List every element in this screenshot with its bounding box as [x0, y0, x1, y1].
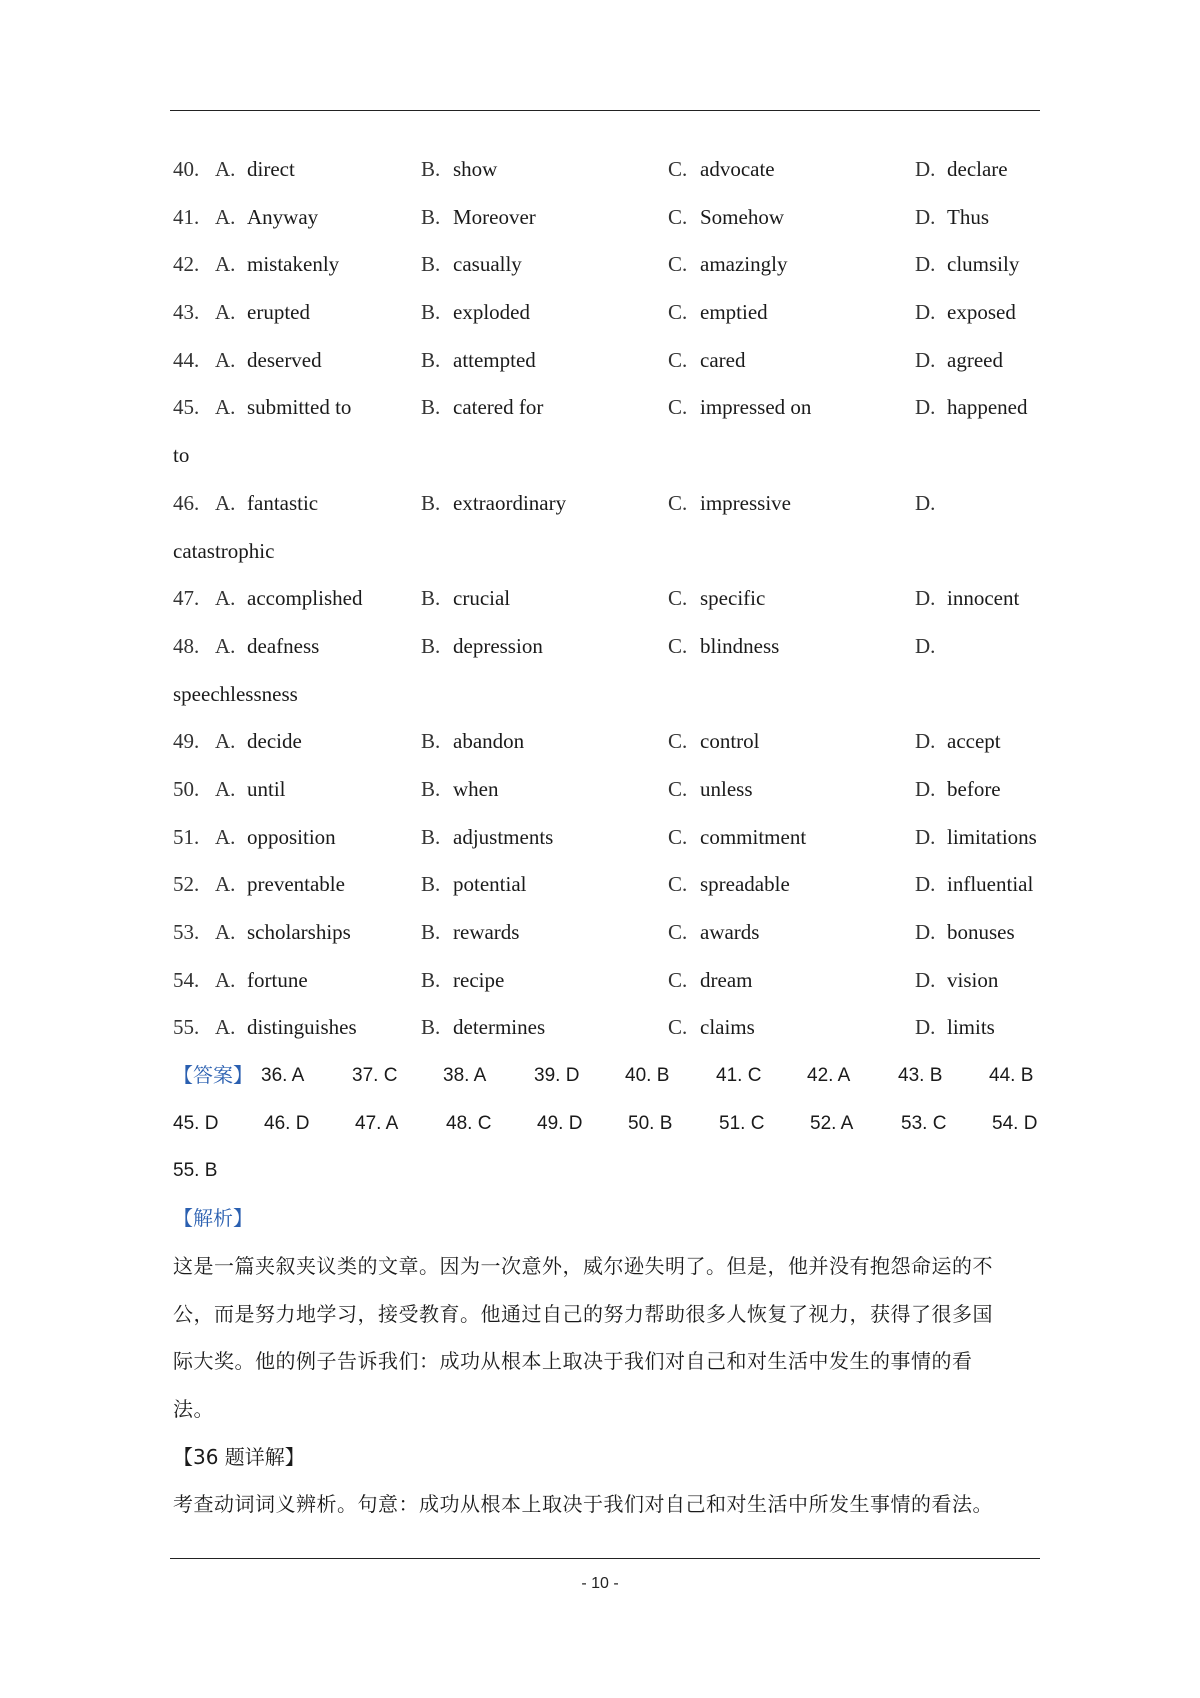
option-letter: C.: [668, 729, 688, 754]
question-number: 41.: [173, 204, 200, 229]
question-number: 43.: [173, 300, 200, 325]
option-text: declare: [947, 157, 1008, 181]
option: [668, 146, 775, 194]
option: [215, 146, 295, 194]
option-letter: D.: [915, 490, 936, 515]
answer-item: 51. C: [719, 1112, 765, 1134]
answer-line-2: [173, 1100, 1043, 1148]
answer-item: 38. A: [443, 1065, 487, 1087]
option: [215, 575, 362, 623]
option: [421, 957, 504, 1005]
option-text: Thus: [947, 204, 989, 229]
option-letter: C.: [668, 633, 688, 658]
option-letter: B.: [421, 586, 441, 611]
option-letter: B.: [421, 872, 441, 897]
option-text: distinguishes: [247, 1015, 357, 1040]
option: [668, 957, 752, 1005]
option-letter: C.: [668, 586, 688, 611]
option-text: innocent: [947, 586, 1020, 611]
option: [668, 384, 811, 432]
answer-item: 45. D: [173, 1112, 219, 1134]
option-letter: A.: [215, 157, 236, 181]
option: [215, 909, 351, 957]
option-continuation: speechlessness: [173, 681, 298, 706]
option-letter: C.: [668, 872, 688, 897]
option: [915, 194, 989, 242]
option-letter: D.: [915, 347, 936, 372]
question-number: 42.: [173, 252, 200, 277]
answer-item: 43. B: [898, 1065, 943, 1087]
option-text: catered for: [453, 395, 544, 420]
option-text: spreadable: [700, 872, 790, 897]
option-letter: A.: [215, 395, 236, 420]
option-text: submitted to: [247, 395, 352, 420]
answer-item: 36. A: [261, 1065, 305, 1087]
answer-item: 42. A: [807, 1065, 851, 1087]
option-letter: D.: [915, 252, 936, 277]
option: [668, 814, 806, 862]
option-text: control: [700, 729, 760, 754]
option: [668, 241, 787, 289]
option: [668, 575, 765, 623]
answer-item: 53. C: [901, 1112, 947, 1134]
option-letter: B.: [421, 967, 441, 992]
option-letter: C.: [668, 157, 688, 181]
option-letter: C.: [668, 395, 688, 420]
footer-rule: [170, 1558, 1040, 1559]
option-letter: D.: [915, 586, 936, 611]
option-text: Moreover: [453, 204, 536, 229]
option-letter: A.: [215, 776, 236, 801]
option-letter: B.: [421, 347, 441, 372]
answer-item: 55. B: [173, 1160, 218, 1182]
option: [915, 766, 1001, 814]
option: [215, 480, 318, 528]
option: [421, 480, 566, 528]
option: [668, 861, 790, 909]
analysis-line-4: 法。: [173, 1396, 214, 1421]
option-text: rewards: [453, 920, 520, 944]
option-text: recipe: [453, 967, 505, 992]
option: [668, 194, 784, 242]
option-text: decide: [247, 729, 302, 754]
option-letter: B.: [421, 395, 441, 420]
option-letter: A.: [215, 204, 236, 229]
option-text: attempted: [453, 347, 536, 372]
question-row: [173, 718, 1043, 766]
option-text: dream: [700, 967, 753, 992]
answer-line-3: [173, 1147, 1043, 1195]
answer-item: 46. D: [264, 1112, 310, 1134]
option-letter: C.: [668, 204, 688, 229]
option-letter: A.: [215, 872, 236, 897]
option-text: unless: [700, 776, 753, 801]
answer-item: 37. C: [352, 1065, 398, 1087]
option-text: direct: [247, 157, 295, 181]
option: [421, 766, 499, 814]
answer-label: 【答案】: [173, 1063, 253, 1088]
option-text: accept: [947, 729, 1001, 754]
option-letter: B.: [421, 920, 441, 944]
option-text: adjustments: [453, 824, 554, 849]
option: [215, 861, 345, 909]
question-row: [173, 575, 1043, 623]
header-rule: [170, 110, 1040, 111]
option-continuation: to: [173, 443, 190, 468]
option: [215, 194, 318, 242]
option-text: limits: [947, 1015, 995, 1040]
option: [421, 194, 536, 242]
question-row: [173, 1004, 1043, 1052]
option-text: Anyway: [247, 204, 319, 229]
option: [915, 241, 1019, 289]
analysis-label: 【解析】: [173, 1206, 253, 1231]
analysis-line-3: 际大奖。他的例子告诉我们：成功从根本上取决于我们对自己和对生活中发生的事情的看: [173, 1349, 973, 1374]
option-text: amazingly: [700, 252, 788, 277]
option: [915, 861, 1033, 909]
option-letter: D.: [915, 633, 936, 658]
option-text: influential: [947, 872, 1034, 897]
option-letter: B.: [421, 252, 441, 277]
option: [915, 575, 1019, 623]
option-text: casually: [453, 252, 522, 277]
option-text: until: [247, 776, 286, 801]
option: [421, 909, 519, 957]
option-text: emptied: [700, 300, 768, 325]
option-letter: A.: [215, 920, 236, 944]
option-letter: A.: [215, 347, 236, 372]
option-text: erupted: [247, 300, 310, 325]
option: [215, 718, 302, 766]
option-letter: C.: [668, 824, 688, 849]
option-text: determines: [453, 1015, 546, 1040]
answer-item: 40. B: [625, 1065, 670, 1087]
option-letter: D.: [915, 920, 936, 944]
question-row: [173, 384, 1043, 432]
question-row: [173, 861, 1043, 909]
question-number: 52.: [173, 872, 200, 897]
option-letter: B.: [421, 776, 441, 801]
option: [915, 909, 1015, 957]
option-text: Somehow: [700, 204, 784, 229]
option-letter: A.: [215, 586, 236, 611]
option-text: potential: [453, 872, 527, 897]
question-number: 55.: [173, 1015, 200, 1040]
option: [421, 718, 524, 766]
option: [915, 718, 1001, 766]
option-text: extraordinary: [453, 490, 567, 515]
option: [915, 957, 998, 1005]
option: [668, 623, 779, 671]
option-letter: C.: [668, 300, 688, 325]
option-text: show: [453, 157, 498, 181]
option: [215, 814, 336, 862]
option: [215, 289, 310, 337]
option: [915, 814, 1037, 862]
option-letter: A.: [215, 300, 236, 325]
option-text: vision: [947, 967, 999, 992]
option-letter: C.: [668, 1015, 688, 1040]
option: [215, 1004, 357, 1052]
option-letter: D.: [915, 967, 936, 992]
answer-item: 54. D: [992, 1112, 1038, 1134]
option-text: depression: [453, 633, 543, 658]
option-text: deafness: [247, 633, 320, 658]
question-row: [173, 241, 1043, 289]
question-row: [173, 480, 1043, 528]
option-letter: D.: [915, 824, 936, 849]
option-text: clumsily: [947, 252, 1020, 277]
option-letter: B.: [421, 633, 441, 658]
option-letter: A.: [215, 633, 236, 658]
option: [421, 146, 497, 194]
option-text: happened: [947, 395, 1028, 420]
option-text: abandon: [453, 729, 525, 754]
option-letter: A.: [215, 729, 236, 754]
answer-item: 48. C: [446, 1112, 492, 1134]
question-number: 53.: [173, 920, 200, 944]
question-row: [173, 337, 1043, 385]
option: [915, 146, 1008, 194]
question-number: 51.: [173, 824, 200, 849]
option-text: deserved: [247, 347, 322, 372]
option: [421, 337, 536, 385]
option-text: cared: [700, 347, 746, 372]
option-text: fantastic: [247, 490, 319, 515]
option-letter: B.: [421, 300, 441, 325]
option: [421, 814, 553, 862]
option: [421, 575, 510, 623]
option-text: mistakenly: [247, 252, 340, 277]
question-row: [173, 766, 1043, 814]
detail-text: 考查动词词义辨析。句意：成功从根本上取决于我们对自己和对生活中所发生事情的看法。: [173, 1492, 993, 1517]
answer-item: 49. D: [537, 1112, 583, 1134]
option: [915, 384, 1027, 432]
option: [215, 957, 308, 1005]
option-letter: C.: [668, 967, 688, 992]
option-letter: A.: [215, 252, 236, 277]
option-letter: B.: [421, 157, 441, 181]
answer-item: 52. A: [810, 1112, 854, 1134]
page-number: - 10 -: [581, 1575, 619, 1592]
option-letter: D.: [915, 395, 936, 420]
option-text: when: [453, 776, 499, 801]
option-text: commitment: [700, 824, 807, 849]
option-letter: B.: [421, 1015, 441, 1040]
option-text: opposition: [247, 824, 336, 849]
page-content: [173, 146, 1043, 1529]
option-letter: C.: [668, 920, 688, 944]
option: [421, 1004, 545, 1052]
option-letter: D.: [915, 1015, 936, 1040]
option-letter: B.: [421, 729, 441, 754]
option-text: exploded: [453, 300, 530, 325]
question-list: [173, 146, 1043, 1052]
option: [915, 623, 947, 671]
option-letter: A.: [215, 1015, 236, 1040]
option-letter: D.: [915, 300, 936, 325]
option-text: impressed on: [700, 395, 812, 420]
answer-item: 39. D: [534, 1065, 580, 1087]
question-row: [173, 909, 1043, 957]
option-text: specific: [700, 586, 766, 611]
option-text: before: [947, 776, 1001, 801]
option-text: limitations: [947, 824, 1037, 849]
analysis-line-2: 公，而是努力地学习，接受教育。他通过自己的努力帮助很多人恢复了视力，获得了很多国: [173, 1301, 993, 1326]
option: [421, 861, 526, 909]
option-text: awards: [700, 920, 760, 944]
option-letter: B.: [421, 824, 441, 849]
answer-item: 44. B: [989, 1065, 1034, 1087]
option: [915, 289, 1016, 337]
option-text: fortune: [247, 967, 308, 992]
option-letter: D.: [915, 204, 936, 229]
option: [215, 623, 319, 671]
option-text: claims: [700, 1015, 755, 1040]
option: [915, 1004, 995, 1052]
answer-item: 47. A: [355, 1112, 399, 1134]
option-text: exposed: [947, 300, 1016, 325]
option-letter: A.: [215, 967, 236, 992]
option: [668, 909, 759, 957]
option-letter: A.: [215, 824, 236, 849]
question-number: 50.: [173, 776, 200, 801]
option: [215, 241, 339, 289]
question-number: 49.: [173, 729, 200, 754]
option-letter: A.: [215, 490, 236, 515]
question-number: 44.: [173, 347, 200, 372]
option-letter: B.: [421, 490, 441, 515]
detail-label: 【36 题详解】: [173, 1444, 305, 1469]
analysis-line-1: 这是一篇夹叙夹议类的文章。因为一次意外，威尔逊失明了。但是，他并没有抱怨命运的不: [173, 1253, 993, 1278]
option: [421, 289, 530, 337]
question-number: 47.: [173, 586, 200, 611]
option-text: bonuses: [947, 920, 1015, 944]
option-letter: B.: [421, 204, 441, 229]
option: [421, 384, 543, 432]
option: [668, 480, 791, 528]
option: [915, 337, 1003, 385]
option: [215, 766, 286, 814]
question-row: [173, 194, 1043, 242]
question-row: [173, 146, 1043, 194]
question-row: [173, 957, 1043, 1005]
answer-item: 50. B: [628, 1112, 673, 1134]
option: [215, 337, 322, 385]
option-text: accomplished: [247, 586, 363, 611]
option-text: advocate: [700, 157, 775, 181]
option-continuation: catastrophic: [173, 538, 275, 563]
option-letter: D.: [915, 729, 936, 754]
option: [668, 718, 759, 766]
option: [915, 480, 947, 528]
option-text: blindness: [700, 633, 780, 658]
option-text: preventable: [247, 872, 345, 897]
option-text: scholarships: [247, 920, 351, 944]
question-number: 40.: [173, 157, 200, 181]
question-number: 46.: [173, 490, 200, 515]
option-letter: C.: [668, 490, 688, 515]
option-text: impressive: [700, 490, 791, 515]
option: [421, 241, 522, 289]
option-text: crucial: [453, 586, 511, 611]
option: [668, 766, 753, 814]
option: [215, 384, 351, 432]
question-number: 54.: [173, 967, 200, 992]
question-row: [173, 814, 1043, 862]
option: [668, 337, 745, 385]
question-row: [173, 289, 1043, 337]
answer-item: 41. C: [716, 1065, 762, 1087]
option: [668, 289, 768, 337]
question-row: [173, 623, 1043, 671]
question-number: 48.: [173, 633, 200, 658]
option: [668, 1004, 755, 1052]
option-letter: C.: [668, 252, 688, 277]
question-number: 45.: [173, 395, 200, 420]
answer-line-1: [173, 1052, 1043, 1100]
option-letter: D.: [915, 157, 936, 181]
option-letter: D.: [915, 776, 936, 801]
option: [421, 623, 543, 671]
option-letter: C.: [668, 776, 688, 801]
option-text: agreed: [947, 347, 1003, 372]
option-letter: D.: [915, 872, 936, 897]
option-letter: C.: [668, 347, 688, 372]
